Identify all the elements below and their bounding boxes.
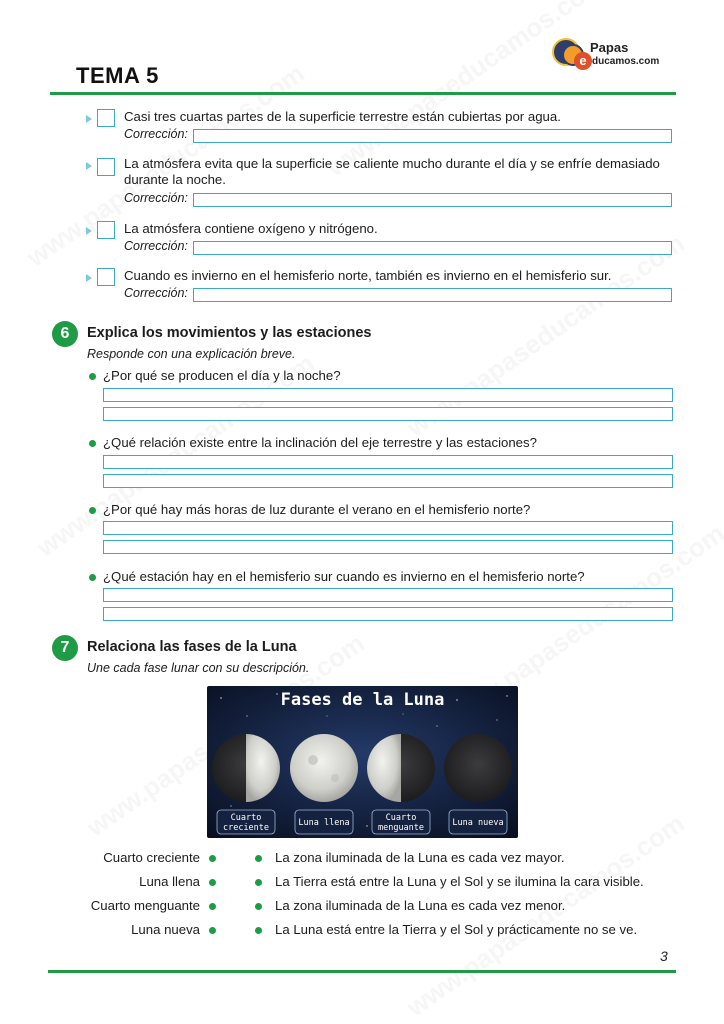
phase-label-text: Cuarto <box>230 813 262 823</box>
bullet-icon <box>89 574 96 581</box>
logo-text-line1: Papas <box>590 40 629 55</box>
match-right-item: La zona iluminada de la Luna es cada vez menor. <box>275 898 566 913</box>
section-title: Explica los movimientos y las estaciones <box>87 325 372 341</box>
question-text: ¿Qué relación existe entre la inclinación del eje terrestre y las estaciones? <box>103 435 537 450</box>
question-text: ¿Por qué se producen el día y la noche? <box>103 368 341 383</box>
true-false-checkbox[interactable] <box>97 268 115 286</box>
illustration-title: Fases de la Luna <box>280 690 445 710</box>
answer-field[interactable] <box>103 455 673 469</box>
correction-label: Corrección: <box>124 127 188 141</box>
answer-field[interactable] <box>103 607 673 621</box>
section-title: Relaciona las fases de la Luna <box>87 639 297 655</box>
answer-field[interactable] <box>103 407 673 421</box>
phase-label-text: menguante <box>377 823 425 833</box>
statement-text: Cuando es invierno en el hemisferio norte, también es invierno en el hemisferio sur. <box>124 268 612 283</box>
correction-field[interactable] <box>193 129 672 143</box>
match-left-dot[interactable] <box>209 879 216 886</box>
section-instruction: Une cada fase lunar con su descripción. <box>87 661 310 675</box>
match-right-dot[interactable] <box>255 855 262 862</box>
moon-new <box>444 734 512 802</box>
phase-label-text: creciente <box>222 823 270 833</box>
correction-field[interactable] <box>193 288 672 302</box>
answer-field[interactable] <box>103 474 673 488</box>
moon-last-quarter <box>367 734 435 802</box>
match-right-item: La Luna está entre la Tierra y el Sol y prácticamente no se ve. <box>275 922 638 937</box>
match-right-item: La zona iluminada de la Luna es cada vez mayor. <box>275 850 565 865</box>
phase-label-last-quarter <box>372 810 430 834</box>
section-instruction: Responde con una explicación breve. <box>87 347 296 361</box>
question-text: ¿Qué estación hay en el hemisferio sur cuando es invierno en el hemisferio norte? <box>103 569 585 584</box>
phase-label-text: Luna nueva <box>452 818 504 828</box>
arrow-icon <box>86 274 92 282</box>
match-left-item: Cuarto creciente <box>103 850 200 865</box>
match-right-dot[interactable] <box>255 879 262 886</box>
phase-label-first-quarter <box>217 810 275 834</box>
true-false-checkbox[interactable] <box>97 221 115 239</box>
logo-e-badge: e <box>574 52 592 70</box>
phase-label-new <box>449 810 507 834</box>
bullet-icon <box>89 373 96 380</box>
section-number-badge: 6 <box>52 321 78 347</box>
statement-text: La atmósfera contiene oxígeno y nitrógeno. <box>124 221 378 236</box>
true-false-checkbox[interactable] <box>97 109 115 127</box>
phase-label-text: Cuarto <box>385 813 417 823</box>
moon-phases-illustration <box>207 686 518 838</box>
statement-text: Casi tres cuartas partes de la superficie terrestre están cubiertas por agua. <box>124 109 561 124</box>
answer-field[interactable] <box>103 588 673 602</box>
match-left-dot[interactable] <box>209 927 216 934</box>
phase-label-full <box>295 810 353 834</box>
match-right-dot[interactable] <box>255 927 262 934</box>
arrow-icon <box>86 162 92 170</box>
match-right-item: La Tierra está entre la Luna y el Sol y se ilumina la cara visible. <box>275 874 644 889</box>
header-divider <box>50 92 676 95</box>
correction-field[interactable] <box>193 241 672 255</box>
moon-full <box>290 734 358 802</box>
papaseducamos-logo <box>552 38 672 74</box>
answer-field[interactable] <box>103 521 673 535</box>
page-title: TEMA 5 <box>76 63 159 88</box>
answer-field[interactable] <box>103 540 673 554</box>
arrow-icon <box>86 227 92 235</box>
match-left-item: Luna nueva <box>131 922 200 937</box>
question-text: ¿Por qué hay más horas de luz durante el verano en el hemisferio norte? <box>103 502 531 517</box>
arrow-icon <box>86 115 92 123</box>
match-left-dot[interactable] <box>209 855 216 862</box>
match-left-item: Luna llena <box>139 874 200 889</box>
answer-field[interactable] <box>103 388 673 402</box>
match-left-item: Cuarto menguante <box>90 898 200 913</box>
correction-field[interactable] <box>193 193 672 207</box>
bullet-icon <box>89 507 96 514</box>
bullet-icon <box>89 440 96 447</box>
section-number-badge: 7 <box>52 635 78 661</box>
phase-label-text: Luna llena <box>298 818 350 828</box>
statement-text: La atmósfera evita que la superficie se caliente mucho durante el día y se enfríe demasiado durante la noche. <box>124 156 660 187</box>
correction-label: Corrección: <box>124 239 188 253</box>
correction-label: Corrección: <box>124 191 188 205</box>
page-number: 3 <box>660 948 668 964</box>
correction-label: Corrección: <box>124 286 188 300</box>
match-right-dot[interactable] <box>255 903 262 910</box>
footer-divider <box>48 970 676 973</box>
true-false-checkbox[interactable] <box>97 158 115 176</box>
watermark <box>401 808 690 1023</box>
moon-first-quarter <box>212 734 280 802</box>
match-left-dot[interactable] <box>209 903 216 910</box>
logo-text-line2: ducamos.com <box>592 56 660 67</box>
